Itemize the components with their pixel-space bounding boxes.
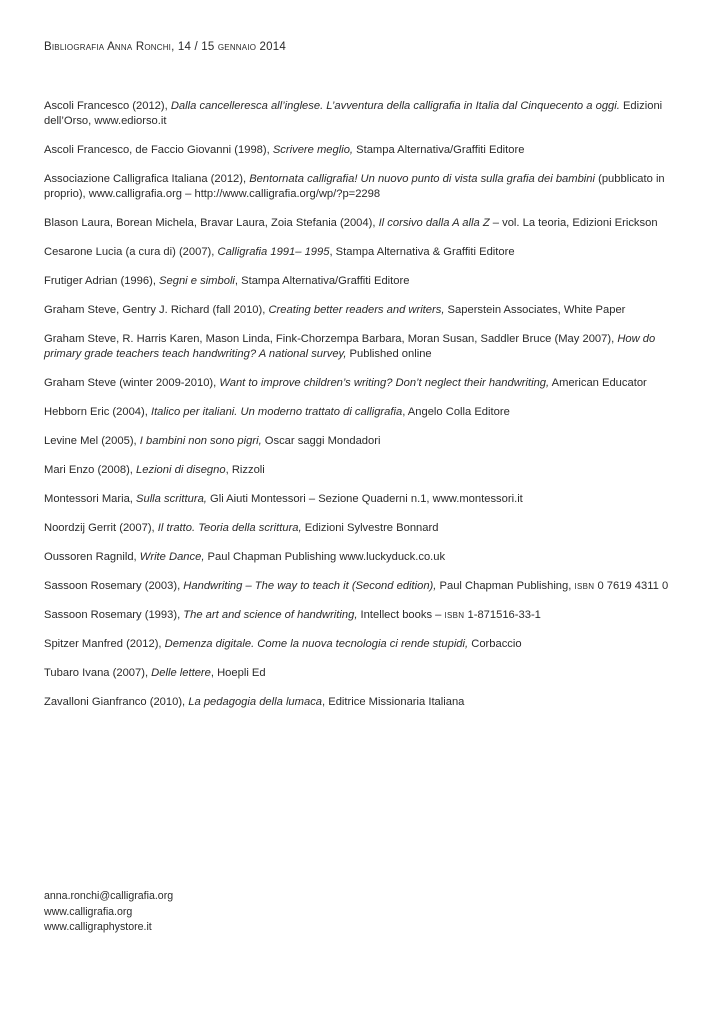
bibliography-list	[44, 99, 684, 724]
isbn-label: isbn	[574, 580, 595, 592]
bibliography-entry: Blason Laura, Borean Michela, Bravar Laura, Zoia Stefania (2004), Il corsivo dalla A alla Z – vol. La teoria, Edizioni Erickson	[44, 217, 658, 229]
contact-website: www.calligraphystore.it	[44, 921, 152, 933]
bibliography-entry: Ascoli Francesco, de Faccio Giovanni (1998), Scrivere meglio, Stampa Alternativa/Graffiti Editore	[44, 144, 525, 156]
bibliography-entry: Sassoon Rosemary (2003), Handwriting – The way to teach it (Second edition), Paul Chapman Publishing, isbn 0 7619 4311 0	[44, 580, 669, 592]
contact-email: anna.ronchi@calligrafia.org	[44, 890, 174, 902]
bibliography-entry: Levine Mel (2005), I bambini non sono pigri, Oscar saggi Mondadori	[44, 435, 381, 447]
bibliography-entry: Graham Steve, Gentry J. Richard (fall 2010), Creating better readers and writers, Saperstein Associates, White Paper	[44, 304, 626, 316]
entry-title: Delle lettere	[151, 667, 211, 679]
bibliography-entry: Cesarone Lucia (a cura di) (2007), Calligrafia 1991– 1995, Stampa Alternativa & Graffiti Editore	[44, 246, 515, 258]
entry-title: Segni e simboli	[159, 275, 235, 287]
bibliography-entry: Noordzij Gerrit (2007), Il tratto. Teoria della scrittura, Edizioni Sylvestre Bonnard	[44, 522, 439, 534]
bibliography-entry: Montessori Maria, Sulla scrittura, Gli Aiuti Montessori – Sezione Quaderni n.1, www.montessori.it	[44, 493, 523, 505]
entry-title: Dalla cancelleresca all’inglese. L’avventura della calligrafia in Italia dal Cinquecento a oggi.	[170, 100, 620, 112]
running-header: Bibliografia Anna Ronchi, 14 / 15 gennaio 2014	[44, 41, 286, 53]
entry-title: Calligrafia 1991– 1995	[217, 246, 330, 258]
entry-title: Handwriting – The way to teach it (Second edition),	[183, 580, 437, 592]
contact-website: www.calligrafia.org	[44, 905, 133, 918]
entry-title: Italico per italiani. Un moderno trattato di calligrafia	[150, 406, 403, 418]
bibliography-entry: Frutiger Adrian (1996), Segni e simboli, Stampa Alternativa/Graffiti Editore	[44, 275, 410, 287]
entry-title: Demenza digitale. Come la nuova tecnologia ci rende stupidi,	[164, 638, 469, 650]
entry-title: I bambini non sono pigri,	[139, 435, 262, 447]
entry-title: How do primary grade teachers teach handwriting? A national survey,	[44, 333, 656, 360]
bibliography-entry: Graham Steve, R. Harris Karen, Mason Linda, Fink-Chorzempa Barbara, Moran Susan, Saddler Bruce (May 2007), How do primary grade teachers teach handwriting? A national survey, Published online	[44, 333, 656, 360]
bibliography-entry: Oussoren Ragnild, Write Dance, Paul Chapman Publishing www.luckyduck.co.uk	[44, 551, 446, 563]
bibliography-entry: Ascoli Francesco (2012), Dalla cancelleresca all’inglese. L’avventura della calligrafia in Italia dal Cinquecento a oggi. Edizioni dell’Orso, www.ediorso.it	[44, 100, 663, 127]
entry-title: Il corsivo dalla A alla Z	[378, 217, 490, 229]
bibliography-entry: Sassoon Rosemary (1993), The art and science of handwriting, Intellect books – isbn 1-871516-33-1	[44, 609, 541, 621]
bibliography-entry: Zavalloni Gianfranco (2010), La pedagogia della lumaca, Editrice Missionaria Italiana	[44, 696, 465, 708]
isbn-number: 1-871516-33-1	[464, 609, 541, 621]
bibliography-entry: Associazione Calligrafica Italiana (2012), Bentornata calligrafia! Un nuovo punto di vista sulla grafia dei bambini (pubblicato in proprio), www.calligrafia.org – http://www.calligrafia.org/wp/?p=2298	[44, 173, 665, 200]
bibliography-entry: Hebborn Eric (2004), Italico per italiani. Un moderno trattato di calligrafia, Angelo Colla Editore	[44, 406, 510, 418]
document-page	[44, 0, 689, 1024]
isbn-label: isbn	[444, 609, 465, 621]
entry-title: Creating better readers and writers,	[268, 304, 445, 316]
entry-title: Scrivere meglio,	[272, 144, 354, 156]
entry-title: Sulla scrittura,	[136, 493, 207, 505]
entry-title: Bentornata calligrafia! Un nuovo punto di vista sulla grafia dei bambini	[249, 173, 595, 185]
entry-title: Want to improve children’s writing? Don’t neglect their handwriting,	[219, 377, 550, 389]
bibliography-entry: Graham Steve (winter 2009-2010), Want to improve children’s writing? Don’t neglect their handwriting, American Educator	[44, 377, 647, 389]
bibliography-entry: Spitzer Manfred (2012), Demenza digitale. Come la nuova tecnologia ci rende stupidi, Corbaccio	[44, 638, 522, 650]
bibliography-entry: Tubaro Ivana (2007), Delle lettere, Hoepli Ed	[44, 667, 266, 679]
entry-title: Lezioni di disegno	[136, 464, 226, 476]
contact-block	[44, 889, 173, 936]
entry-title: Il tratto. Teoria della scrittura,	[157, 522, 302, 534]
bibliography-entry: Mari Enzo (2008), Lezioni di disegno, Rizzoli	[44, 464, 265, 476]
isbn-number: 0 7619 4311 0	[594, 580, 669, 592]
entry-title: La pedagogia della lumaca	[188, 696, 323, 708]
entry-title: Write Dance,	[139, 551, 205, 563]
entry-title: The art and science of handwriting,	[183, 609, 358, 621]
